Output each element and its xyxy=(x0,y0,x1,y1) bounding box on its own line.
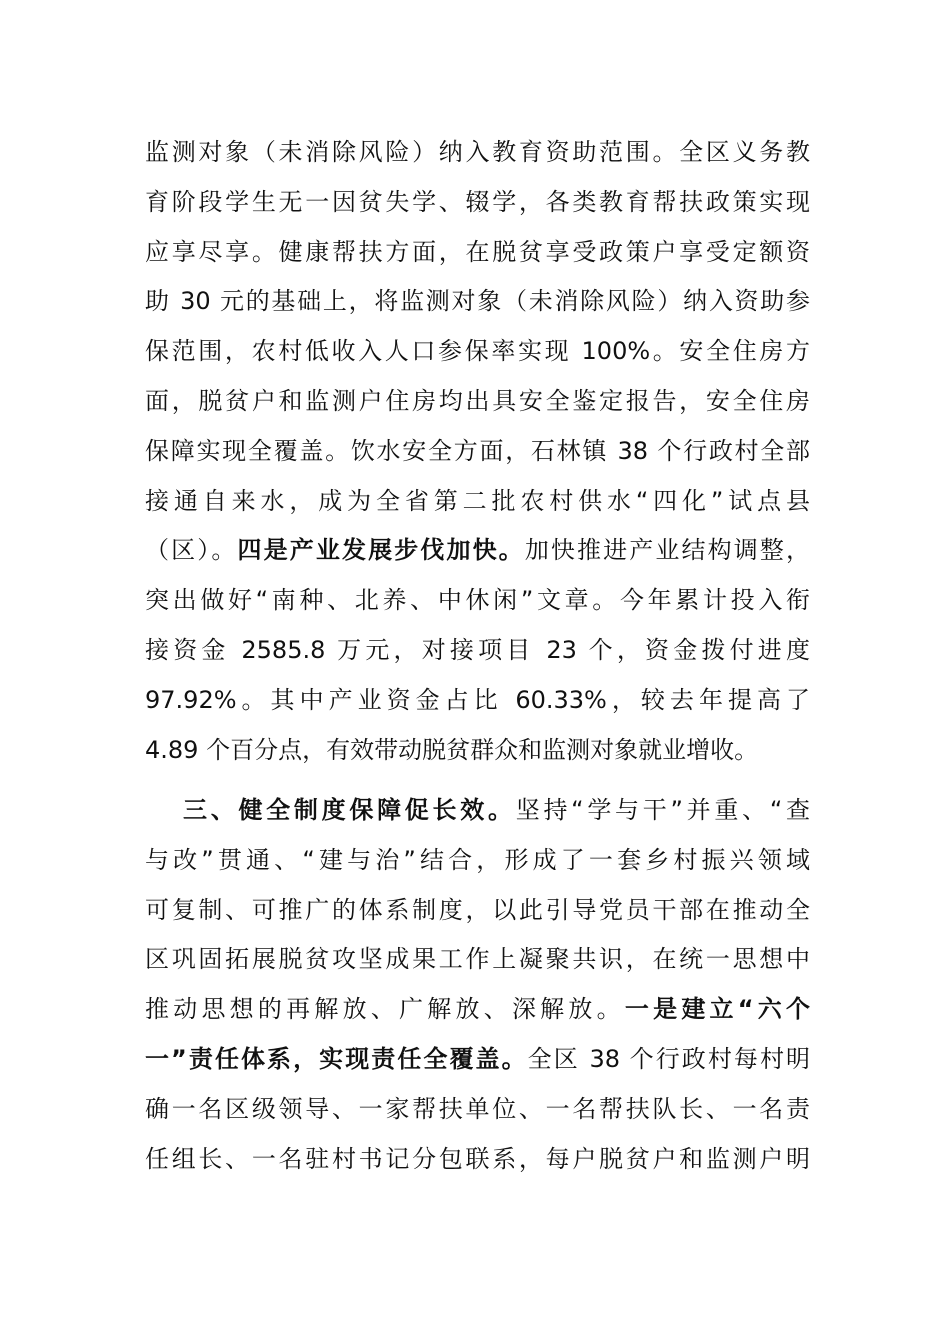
text-segment: 保范围，农村低收入人口参保率实现 100%。安全住房方 xyxy=(145,337,810,366)
text-segment: 监测对象（未消除风险）纳入教育资助范围。全区义务教 xyxy=(145,138,810,166)
text-line xyxy=(145,327,810,377)
text-segment: 育阶段学生无一因贫失学、辍学，各类教育帮扶政策实现 xyxy=(145,187,810,216)
text-segment: 确一名区级领导、一家帮扶单位、一名帮扶队长、一名责 xyxy=(145,1094,810,1123)
bold-text-segment: 三、健全制度保障促长效。 xyxy=(183,796,516,824)
text-segment: 加快推进产业结构调整， xyxy=(524,536,811,565)
text-segment: 全区 38 个行政村每村明 xyxy=(527,1044,811,1073)
text-line xyxy=(145,886,810,936)
paragraph-1 xyxy=(145,128,810,775)
text-line xyxy=(145,576,810,626)
text-segment: 助 30 元的基础上，将监测对象（未消除风险）纳入资助参 xyxy=(145,287,810,316)
text-line xyxy=(145,1085,810,1135)
text-segment: 可复制、可推广的体系制度，以此引导党员干部在推动全 xyxy=(145,895,810,924)
text-segment: 任组长、一名驻村书记分包联系，每户脱贫户和监测户明 xyxy=(145,1144,810,1173)
bold-text-segment: 一是建立“六个 xyxy=(624,995,810,1024)
text-segment: 4.89 个百分点，有效带动脱贫群众和监测对象就业增收。 xyxy=(145,735,759,764)
text-segment: 97.92%。其中产业资金占比 60.33%，较去年提高了 xyxy=(145,685,810,714)
text-line xyxy=(145,277,810,327)
text-line xyxy=(145,477,810,527)
text-segment: 推动思想的再解放、广解放、深解放。 xyxy=(145,995,625,1024)
text-segment: 面，脱贫户和监测户住房均出具安全鉴定报告，安全住房 xyxy=(145,386,810,415)
text-line xyxy=(145,676,810,726)
bold-text-segment: 一”责任体系，实现责任全覆盖。 xyxy=(145,1044,528,1073)
text-segment: 与改”贯通、“建与治”结合，形成了一套乡村振兴领域 xyxy=(145,845,810,874)
text-segment: 接资金 2585.8 万元，对接项目 23 个，资金拨付进度 xyxy=(145,635,810,664)
text-segment: 保障实现全覆盖。饮水安全方面，石林镇 38 个行政村全部 xyxy=(145,436,810,465)
text-line xyxy=(145,1035,810,1085)
text-line xyxy=(145,935,810,985)
text-line xyxy=(145,427,810,477)
text-line xyxy=(145,786,810,836)
paragraph-2 xyxy=(145,786,810,1184)
text-segment: 区巩固拓展脱贫攻坚成果工作上凝聚共识，在统一思想中 xyxy=(145,945,810,974)
text-line xyxy=(145,985,810,1035)
text-line xyxy=(145,178,810,228)
text-segment: 接通自来水，成为全省第二批农村供水“四化”试点县 xyxy=(145,486,810,515)
text-line xyxy=(145,726,810,776)
text-segment: 突出做好“南种、北养、中休闲”文章。今年累计投入衔 xyxy=(145,586,810,615)
bold-text-segment: 四是产业发展步伐加快。 xyxy=(237,536,525,565)
text-segment: （区）。 xyxy=(145,536,238,565)
text-line xyxy=(145,526,810,576)
text-line xyxy=(145,228,810,278)
text-line xyxy=(145,626,810,676)
text-line xyxy=(145,1135,810,1185)
text-segment: 坚持“学与干”并重、“查 xyxy=(515,796,810,824)
text-line xyxy=(145,128,810,178)
text-segment: 应享尽享。健康帮扶方面，在脱贫享受政策户享受定额资 xyxy=(145,237,810,266)
text-line xyxy=(145,836,810,886)
text-line xyxy=(145,377,810,427)
